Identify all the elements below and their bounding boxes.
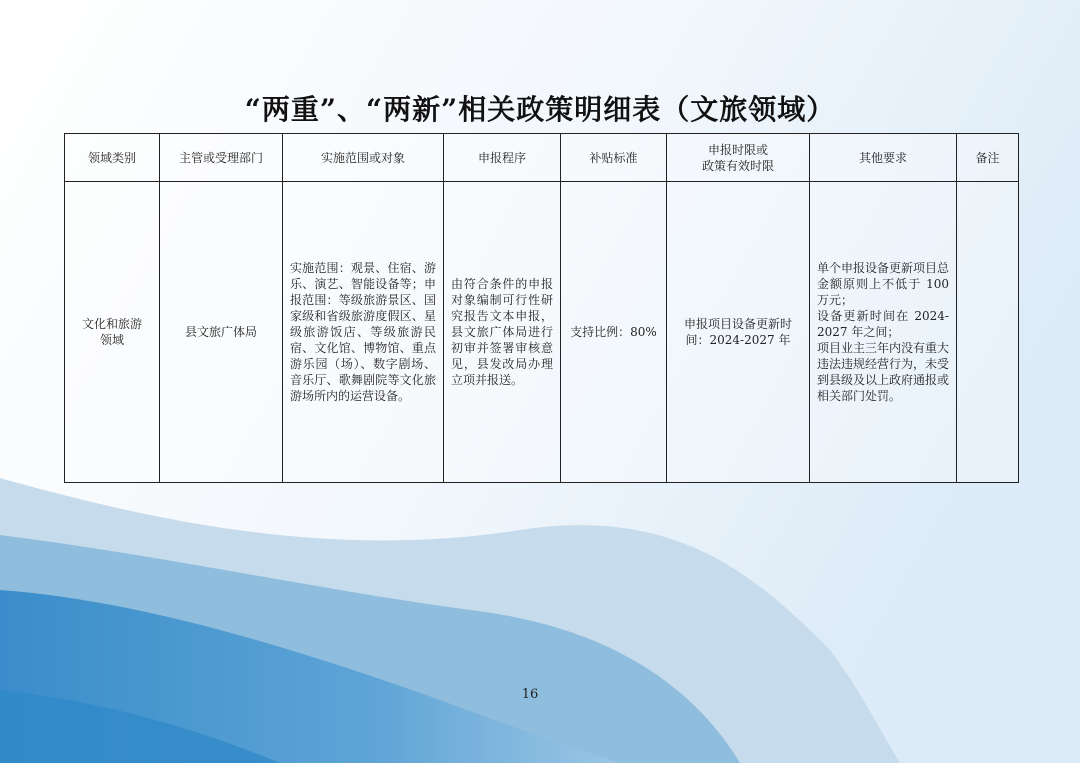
table-row [65, 182, 1019, 483]
cell-deadline: 申报项目设备更新时间：2024-2027 年 [667, 182, 810, 483]
header-scope: 实施范围或对象 [283, 134, 444, 182]
header-department: 主管或受理部门 [160, 134, 283, 182]
header-procedure: 申报程序 [444, 134, 561, 182]
header-category: 领域类别 [65, 134, 160, 182]
table-header-row [65, 134, 1019, 182]
page-title: “两重”、“两新”相关政策明细表（文旅领域） [244, 93, 836, 126]
cell-procedure: 由符合条件的申报对象编制可行性研究报告文本申报，县文旅广体局进行初审并签署审核意见，县发改局办理立项并报送。 [444, 182, 561, 483]
header-remarks: 备注 [957, 134, 1019, 182]
cell-requirements [810, 182, 957, 483]
requirement-item: 设备更新时间在 2024-2027 年之间； [817, 309, 949, 339]
requirement-item: 单个申报设备更新项目总金额原则上不低于 100 万元； [817, 261, 950, 307]
cell-subsidy: 支持比例：80% [561, 182, 667, 483]
cell-scope: 实施范围：观景、住宿、游乐、演艺、智能设备等；申报范围：等级旅游景区、国家级和省级旅游度假区、星级旅游饭店、等级旅游民宿、文化馆、博物馆、重点游乐园（场）、数字剧场、音乐厅、歌舞剧院等文化旅游场所内的运营设备。 [283, 182, 444, 483]
header-requirements: 其他要求 [810, 134, 957, 182]
header-subsidy: 补贴标准 [561, 134, 667, 182]
header-deadline: 申报时限或 政策有效时限 [667, 134, 810, 182]
page-number: 16 [521, 687, 539, 702]
policy-table [64, 133, 1019, 483]
cell-department: 县文旅广体局 [160, 182, 283, 483]
category-text: 文化和旅游领域 [81, 317, 142, 347]
requirement-item: 项目业主三年内没有重大违法违规经营行为，未受到县级及以上政府通报或相关部门处罚。 [817, 341, 950, 403]
cell-category [65, 182, 160, 483]
cell-remarks [957, 182, 1019, 483]
